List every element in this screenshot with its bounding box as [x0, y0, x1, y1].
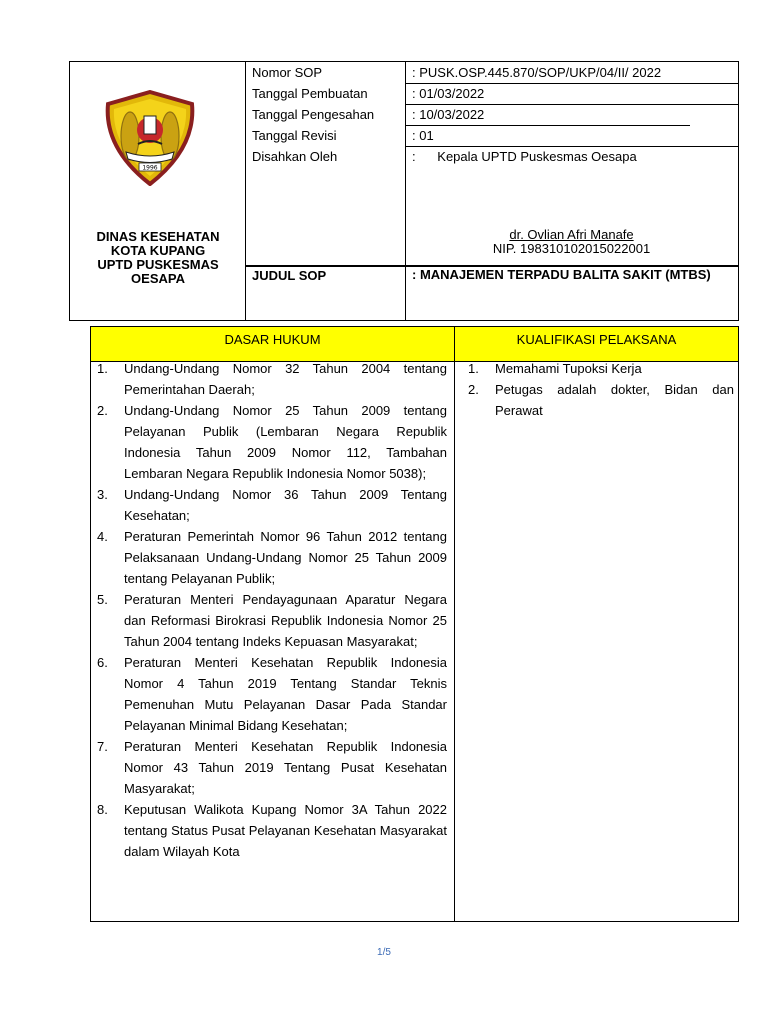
judul-sop-label: JUDUL SOP — [252, 268, 327, 283]
judul-sop-value: : MANAJEMEN TERPADU BALITA SAKIT (MTBS) — [412, 267, 711, 282]
kota-kupang-emblem-logo — [100, 90, 200, 186]
org-line: UPTD PUSKESMAS — [97, 257, 219, 272]
organization-name — [78, 230, 238, 286]
divider — [405, 125, 690, 126]
logo-year-text: 1996 — [142, 164, 158, 172]
dasar-hukum-table — [90, 326, 739, 922]
divider — [405, 83, 738, 84]
list-item: 6. Peraturan Menteri Kesehatan Republik Indonesia Nomor 4 Tahun 2019 Tentang Standar Teknis Pemenuhan Mutu Pelayanan Dasar Pada Standar Pelayanan Minimal Bidang Kesehatan; — [97, 655, 447, 733]
tanggal-pengesahan-label: Tanggal Pengesahan — [252, 107, 375, 122]
list-item: 2. Petugas adalah dokter, Bidan dan Perawat — [468, 382, 734, 418]
list-item: 1. Undang-Undang Nomor 32 Tahun 2004 tentang Pemerintahan Daerah; — [97, 361, 447, 397]
tanggal-pembuatan-value: : 01/03/2022 — [412, 86, 485, 101]
dasar-hukum-list — [97, 358, 447, 862]
list-item: 1. Memahami Tupoksi Kerja — [468, 361, 642, 376]
tanggal-pengesahan-value: : 10/03/2022 — [412, 107, 485, 122]
divider — [454, 327, 455, 921]
list-item: 4. Peraturan Pemerintah Nomor 96 Tahun 2012 tentang Pelaksanaan Undang-Undang Nomor 25 Tahun 2009 tentang Pelayanan Publik; — [97, 529, 447, 586]
signer-name — [405, 228, 738, 242]
nomor-sop-label: Nomor SOP — [252, 65, 323, 80]
signer-nip: NIP. 198310102015022001 — [492, 241, 651, 256]
dasar-hukum-header: DASAR HUKUM — [91, 327, 454, 362]
org-line: KOTA KUPANG — [110, 243, 206, 258]
list-item: 2. Undang-Undang Nomor 25 Tahun 2009 tentang Pelayanan Publik (Lembaran Negara Republik Indonesia Tahun 2009 Nomor 112, Tambahan Lembaran Negara Republik Indonesia Nomor 5038); — [97, 403, 447, 481]
list-item: 8. Keputusan Walikota Kupang Nomor 3A Tahun 2022 tentang Status Pusat Pelayanan Kesehatan Masyarakat dalam Wilayah Kota — [97, 802, 447, 859]
divider — [405, 62, 406, 320]
divider — [405, 146, 738, 147]
disahkan-oleh-label: Disahkan Oleh — [252, 149, 338, 164]
disahkan-oleh-value: : Kepala UPTD Puskesmas Oesapa — [412, 149, 637, 164]
kualifikasi-list — [468, 358, 734, 421]
list-item: 5. Peraturan Menteri Pendayagunaan Aparatur Negara dan Reformasi Birokrasi Republik Indonesia Nomor 25 Tahun 2004 tentang Indeks Kepuasan Masyarakat; — [97, 592, 447, 649]
tanggal-revisi-label: Tanggal Revisi — [252, 128, 337, 143]
tanggal-revisi-value: : 01 — [412, 128, 434, 143]
list-item: 7. Peraturan Menteri Kesehatan Republik Indonesia Nomor 43 Tahun 2019 Tentang Pusat Kesehatan Masyarakat; — [97, 739, 447, 796]
page-number: 1/5 — [377, 947, 391, 958]
org-line: DINAS KESEHATAN — [96, 229, 220, 244]
list-item: 3. Undang-Undang Nomor 36 Tahun 2009 Tentang Kesehatan; — [97, 487, 447, 523]
tanggal-pembuatan-label: Tanggal Pembuatan — [252, 86, 368, 101]
org-line: OESAPA — [131, 271, 185, 286]
nomor-sop-value: : PUSK.OSP.445.870/SOP/UKP/04/II/ 2022 — [412, 65, 662, 80]
divider — [245, 62, 246, 320]
divider — [405, 104, 738, 105]
kualifikasi-pelaksana-header: KUALIFIKASI PELAKSANA — [455, 327, 738, 362]
signer-name-text: dr. Ovlian Afri Manafe — [509, 227, 634, 242]
sop-header — [69, 61, 739, 321]
